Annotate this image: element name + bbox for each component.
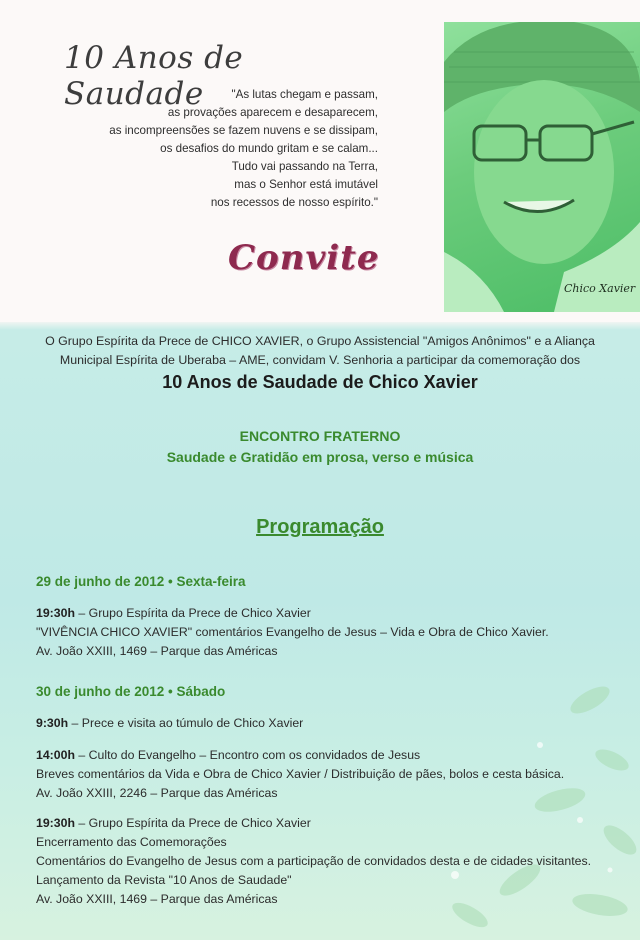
encontro-subtitle: ENCONTRO FRATERNO [239,428,401,444]
quote-block [58,86,378,212]
encontro-block [20,426,620,468]
quote-line: Tudo vai passando na Terra, [231,160,378,173]
portrait-illustration [444,22,640,312]
event-title: 10 Anos de Saudade de Chico Xavier [162,372,478,392]
program-heading: Programação [256,516,384,538]
schedule-time: 19:30h [36,816,75,830]
schedule-time: 9:30h [36,716,69,730]
convite-heading: Convite [228,238,380,278]
schedule-text: – Prece e visita ao túmulo de Chico Xavier [71,716,304,730]
schedule-line: Av. João XXIII, 2246 – Parque das Américas [36,786,278,800]
schedule-item [36,604,626,661]
intro-line: Municipal Espírita de Uberaba – AME, convidam V. Senhoria a participar da comemoração dos [59,353,581,367]
invitation-intro [30,332,610,370]
schedule-line: Lançamento da Revista "10 Anos de Saudade" [36,873,292,887]
quote-line: as incompreensões se fazem nuvens e se dissipam, [109,124,378,137]
schedule-time: 14:00h [36,748,75,762]
schedule-text: – Grupo Espírita da Prece de Chico Xavier [78,606,311,620]
schedule-text: – Culto do Evangelho – Encontro com os convidados de Jesus [78,748,421,762]
day-date: 29 de junho de 2012 • Sexta-feira [36,574,246,589]
quote-line: nos recessos de nosso espírito." [210,196,378,209]
quote-line: "As lutas chegam e passam, [231,88,378,101]
intro-line: O Grupo Espírita da Prece de CHICO XAVIER, o Grupo Assistencial "Amigos Anônimos" e a Aliança [45,334,595,348]
quote-line: mas o Senhor está imutável [234,178,378,191]
quote-line: os desafios do mundo gritam e se calam... [160,142,378,155]
day-date: 30 de junho de 2012 • Sábado [36,684,226,699]
schedule-line: Encerramento das Comemorações [36,835,227,849]
schedule-line: "VIVÊNCIA CHICO XAVIER" comentários Evangelho de Jesus – Vida e Obra de Chico Xavier. [36,625,549,639]
schedule-line: Breves comentários da Vida e Obra de Chico Xavier / Distribuição de pães, bolos e cesta básica. [36,767,565,781]
quote-line: as provações aparecem e desaparecem, [167,106,378,119]
schedule-line: Av. João XXIII, 1469 – Parque das Américas [36,892,278,906]
portrait-photo [444,22,640,312]
schedule-item [36,746,626,803]
schedule-text: – Grupo Espírita da Prece de Chico Xavier [78,816,311,830]
page-title: 10 Anos de Saudade [64,40,244,112]
schedule-line: Av. João XXIII, 1469 – Parque das Américas [36,644,278,658]
schedule-line: Comentários do Evangelho de Jesus com a participação de convidados desta e de cidades visitantes. [36,854,592,868]
schedule-line [36,604,626,623]
encontro-tagline: Saudade e Gratidão em prosa, verso e música [166,449,474,465]
signature: Chico Xavier [564,282,636,295]
schedule-line [36,814,626,833]
schedule-item [36,814,626,909]
schedule-time: 19:30h [36,606,75,620]
schedule-item [36,714,626,733]
schedule-line [36,746,626,765]
schedule-line [36,714,626,733]
